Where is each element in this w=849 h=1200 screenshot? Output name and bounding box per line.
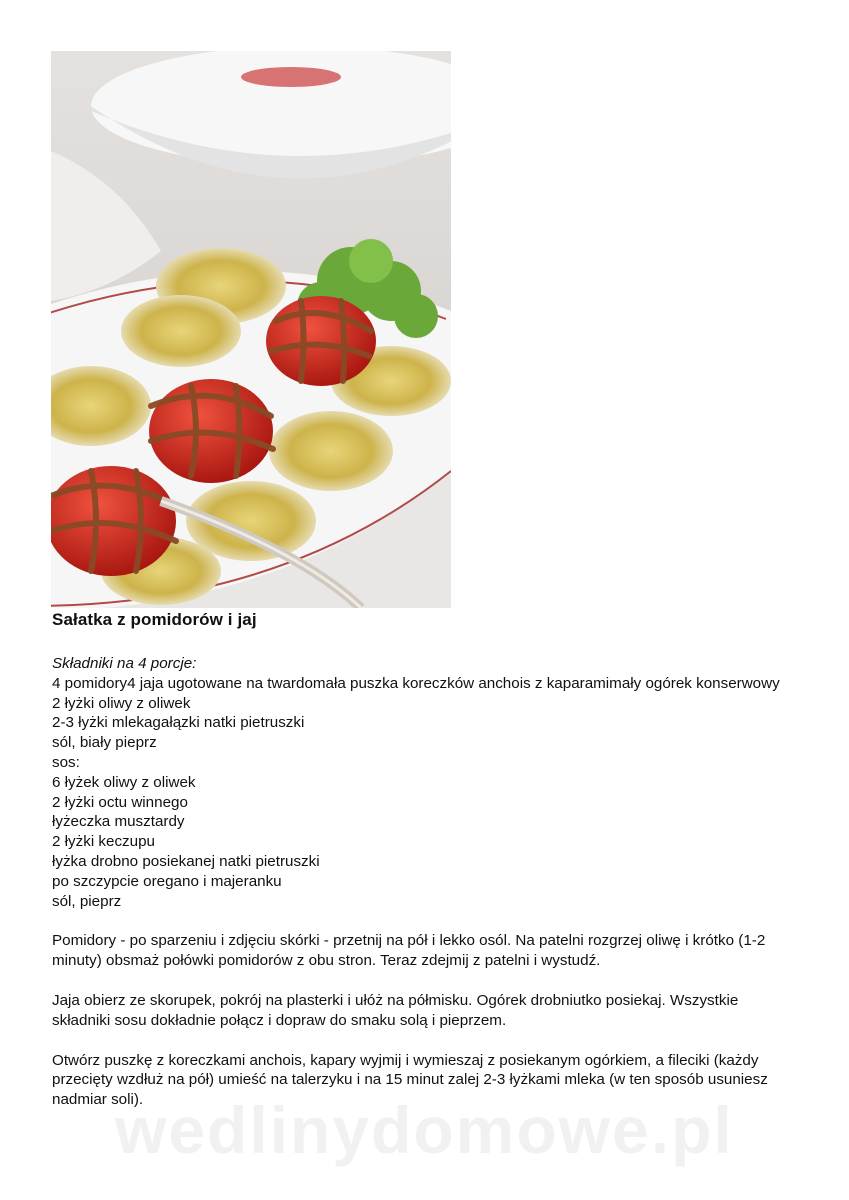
recipe-title: Sałatka z pomidorów i jaj	[52, 610, 257, 629]
step-paragraph: Otwórz puszkę z koreczkami anchois, kapary wyjmij i wymieszaj z posiekanym ogórkiem, a fileciki (każdy przecięty wzdłuż na pół) umieść na talerzyku i na 15 minut zalej 2-3 łyżkami mleka (w ten sposób usuniesz nadmiar soli).	[52, 1051, 768, 1109]
ingredient-item: 6 łyżek oliwy z oliwek	[52, 773, 196, 791]
ingredient-item: 2 łyżki oliwy z oliwek	[52, 694, 191, 712]
salad-illustration	[51, 51, 451, 608]
recipe-body	[52, 654, 797, 1110]
step-paragraph: Pomidory - po sparzeniu i zdjęciu skórki - przetnij na pół i lekko osól. Na patelni rozgrzej oliwę i krótko (1-2 minuty) obsmaż połówki pomidorów z obu stron. Teraz zdejmij z patelni i wystudź.	[52, 932, 766, 970]
ingredients-list	[52, 674, 797, 912]
ingredients-heading: Składniki na 4 porcje:	[52, 655, 197, 672]
ingredient-item: łyżka drobno posiekanej natki pietruszki	[52, 852, 320, 870]
ingredient-item: 2 łyżki keczupu	[52, 833, 155, 851]
watermark: wedlinydomowe.pl	[115, 1093, 734, 1167]
ingredient-item: 2-3 łyżki mlekagałązki natki pietruszki	[52, 714, 305, 732]
ingredient-item: po szczypcie oregano i majeranku	[52, 872, 282, 890]
ingredient-item: sos:	[52, 753, 80, 771]
ingredient-item: 2 łyżki octu winnego	[52, 793, 188, 811]
ingredient-item: sól, pieprz	[52, 892, 122, 910]
ingredient-item: łyżeczka musztardy	[52, 813, 185, 831]
ingredient-item: 4 pomidory4 jaja ugotowane na twardomała puszka koreczków anchois z kaparamimały ogórek konserwowy	[52, 674, 780, 692]
ingredient-item: sól, biały pieprz	[52, 734, 157, 752]
salad-photo	[51, 51, 451, 608]
step-paragraph: Jaja obierz ze skorupek, pokrój na plasterki i ułóż na półmisku. Ogórek drobniutko posiekaj. Wszystkie składniki sosu dokładnie połącz i dopraw do smaku solą i pieprzem.	[52, 991, 739, 1029]
